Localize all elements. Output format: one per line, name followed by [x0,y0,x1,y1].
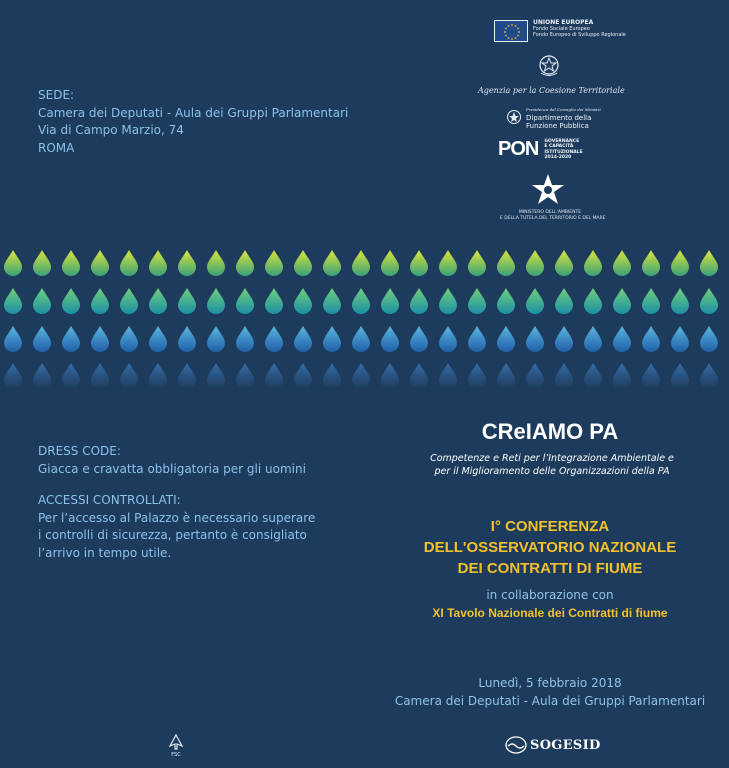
fsc-logo [163,734,189,758]
water-drop-icon [497,250,515,276]
water-drop-icon [613,326,631,352]
water-drop-icon [207,363,225,388]
water-drop-icon [381,288,399,314]
water-drop-icon [584,363,602,388]
water-drop-icon [91,288,109,314]
water-drop-icon [207,250,225,276]
water-drop-icon [439,363,457,388]
funzione-pubblica-logo [506,106,601,130]
sogesid-wordmark: SOGESID [530,737,601,753]
water-drop-icon [555,288,573,314]
water-drop-icon [584,250,602,276]
water-drop-icon [120,288,138,314]
water-drop-icon [207,288,225,314]
ministry-line-1: MINISTERO DELL'AMBIENTE [518,210,582,215]
water-drop-icon [91,250,109,276]
water-drop-icon [236,326,254,352]
sogesid-wave-icon [505,736,527,754]
water-drop-icon [120,363,138,388]
water-drop-icon [410,363,428,388]
water-drop-icon [62,250,80,276]
sogesid-logo [505,736,601,754]
water-drop-icon [642,363,660,388]
dfp-presidency: Presidenza del Consiglio dei Ministri [526,107,601,112]
water-drop-icon [91,326,109,352]
water-drop-icon [613,363,631,388]
sponsor-logos [470,14,650,234]
water-drop-icon [352,288,370,314]
water-drop-icon [33,326,51,352]
water-drop-icon [33,363,51,388]
water-drop-icon [236,288,254,314]
water-drop-icon [178,326,196,352]
subtitle-line-1: Competenze e Reti per l’Integrazione Ambientale e [430,453,674,464]
fsc-tree-icon [167,734,185,750]
water-drop-icon [584,326,602,352]
ministry-line-2: E DELLA TUTELA DEL TERRITORIO E DEL MARE [500,215,606,221]
water-drop-icon [4,250,22,276]
venue-block [38,87,348,157]
water-drop-icon [120,250,138,276]
water-drop-icon [352,326,370,352]
water-drop-icon [439,250,457,276]
water-drop-icon [62,363,80,388]
dfp-line-1: Dipartimento della [526,114,592,122]
info-block [38,443,315,562]
water-drop-icon [468,288,486,314]
republic-emblem-icon [506,109,522,127]
water-drop-icon [33,250,51,276]
water-drop-icon [294,326,312,352]
water-drop-icon [178,288,196,314]
access-line-3: l’arrivo in tempo utile. [38,545,172,560]
water-drop-icon [323,363,341,388]
water-drop-icon [149,288,167,314]
water-drop-icon [149,250,167,276]
water-drop-icon [120,326,138,352]
water-drop-icon [265,326,283,352]
tavolo-text: XI Tavolo Nazionale dei Contratti di fiume [432,606,668,620]
conf-line-1: I° CONFERENZA [490,518,610,535]
water-drop-icon [555,363,573,388]
water-drop-icon [497,326,515,352]
conference-heading [390,516,710,579]
water-drop-icon [700,288,718,314]
subtitle-line-2: per il Miglioramento delle Organizzazioni della PA [434,466,670,477]
water-drop-icon [381,326,399,352]
water-drop-icon [62,288,80,314]
water-drop-icon [671,250,689,276]
venue-address: Via di Campo Marzio, 74 [38,123,184,137]
water-drop-icon [149,363,167,388]
conf-line-3: DEI CONTRATTI DI FIUME [457,560,643,577]
event-title: CReIAMO PA [481,419,619,444]
access-line-1: Per l’accesso al Palazzo è necessario superare [38,510,316,525]
water-drop-icon [265,250,283,276]
water-drop-icon [526,363,544,388]
collaboration-text: in collaborazione con [486,588,614,602]
eu-title: UNIONE EUROPEA [533,19,594,26]
water-drop-icon [4,326,22,352]
water-drop-icon [642,326,660,352]
eu-fund-2: Fondo Europeo di Sviluppo Regionale [533,32,626,38]
eu-logo [494,20,626,42]
water-drop-icon [381,363,399,388]
pon-sub-1: GOVERNANCE [544,138,580,144]
water-drop-icon [671,288,689,314]
water-drop-icon [700,326,718,352]
venue-label: SEDE: [38,88,75,102]
water-drop-icon [323,288,341,314]
dfp-line-2: Funzione Pubblica [526,122,589,130]
access-line-2: i controlli di sicurezza, pertanto è consigliato [38,528,307,542]
pon-wordmark: PON [498,138,539,160]
water-drop-icon [410,326,428,352]
eu-flag-icon [494,20,528,42]
venue-city: ROMA [38,140,75,155]
water-drop-icon [91,363,109,388]
water-drop-icon [555,250,573,276]
ministry-text [500,210,606,221]
water-drop-icon [149,326,167,352]
italian-republic-emblem-icon [538,54,560,82]
water-drop-icon [265,288,283,314]
water-drop-icon [642,250,660,276]
event-subtitle [412,452,692,478]
water-drop-icon [323,250,341,276]
water-drop-icon [584,288,602,314]
event-place: Camera dei Deputati - Aula dei Gruppi Parlamentari [394,694,706,708]
water-drop-icon [4,363,22,388]
water-drop-icon [352,250,370,276]
water-drop-icon [178,363,196,388]
event-date: Lunedì, 5 febbraio 2018 [478,676,622,690]
water-drop-icon [410,288,428,314]
water-drop-icon [613,250,631,276]
water-drop-icon [410,250,428,276]
water-drop-icon [352,363,370,388]
water-drop-icon [294,363,312,388]
water-drop-icon [178,250,196,276]
water-drop-icon [468,250,486,276]
water-drop-icon [642,288,660,314]
water-drop-icon [207,326,225,352]
agency-logo-text: Agenzia per la Coesione Territoriale [478,86,625,95]
pon-logo [498,138,583,161]
venue-line: Camera dei Deputati - Aula dei Gruppi Parlamentari [38,105,349,120]
water-drop-icon [294,288,312,314]
water-drop-icon [439,326,457,352]
water-drop-icon [555,326,573,352]
water-drop-icon [236,250,254,276]
water-drop-icon [4,288,22,314]
water-drop-icon [526,326,544,352]
eu-fund-1: Fondo Sociale Europeo [533,26,590,32]
water-drop-icon [671,363,689,388]
dress-code-text: Giacca e cravatta obbligatoria per gli uomini [38,461,306,476]
water-drop-icon [62,326,80,352]
water-drop-icon [526,250,544,276]
water-drop-icon [294,250,312,276]
water-drop-icon [468,326,486,352]
water-drop-icon [700,250,718,276]
water-drop-icon [468,363,486,388]
water-drops-band [0,238,729,388]
pon-sub-2: E CAPACITÀ [544,144,574,149]
ministry-star-icon [530,172,566,212]
pon-sub-3: ISTITUZIONALE [544,149,583,155]
water-drop-icon [236,363,254,388]
conf-line-2: DELL'OSSERVATORIO NAZIONALE [423,539,677,556]
water-drop-icon [700,363,718,388]
fsc-label: FSC [171,752,181,758]
event-date-place [390,674,710,710]
dress-code-label: DRESS CODE: [38,444,121,458]
water-drop-icon [33,288,51,314]
water-drop-icon [439,288,457,314]
water-drop-icon [265,363,283,388]
water-drop-icon [323,326,341,352]
water-drop-icon [497,363,515,388]
water-drop-icon [671,326,689,352]
water-drop-icon [526,288,544,314]
water-drop-icon [613,288,631,314]
access-label: ACCESSI CONTROLLATI: [38,493,181,507]
pon-sub-4: 2014-2020 [544,155,572,160]
water-drop-icon [381,250,399,276]
water-drop-icon [497,288,515,314]
